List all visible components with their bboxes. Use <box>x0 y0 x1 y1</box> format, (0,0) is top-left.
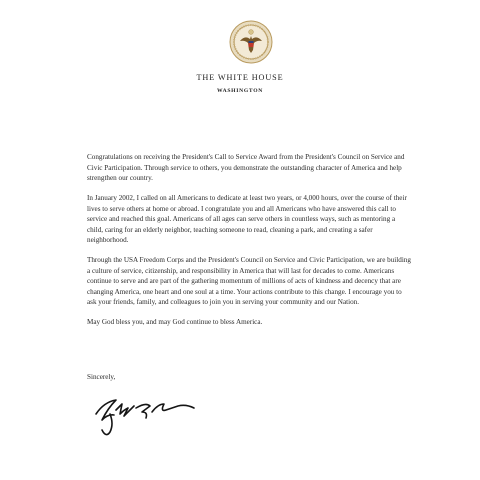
letter-closing: Sincerely, <box>87 373 116 381</box>
letterhead-city: WASHINGTON <box>216 88 264 94</box>
letter-paragraph: Congratulations on receiving the President's Call to Service Award from the President's Council on Service and Civic Participation. Through service to others, you demonstrate the outstanding character of America and help strengthen our country. <box>87 153 405 182</box>
handwritten-signature <box>94 390 214 440</box>
letter-body <box>87 152 412 337</box>
presidential-seal-icon <box>229 20 273 64</box>
letterhead-title: THE WHITE HOUSE <box>196 73 284 82</box>
letter-paragraph: In January 2002, I called on all Americans to dedicate at least two years, or 4,000 hours, over the course of their lives to serve others at home or abroad. I congratulate you and all Americans who have answered this call to service and reached this goal. Americans of all ages can serve others in countless ways, such as mentoring a child, caring for an elderly neighbor, teaching someone to read, cleaning a park, and creating a safer neighborhood. <box>87 194 407 244</box>
letter-paragraph: May God bless you, and may God continue to bless America. <box>87 318 263 326</box>
letter-paragraph: Through the USA Freedom Corps and the President's Council on Service and Civic Participation, we are building a culture of service, citizenship, and responsibility in America that will last for decades to come. Americans continue to serve and are part of the gathering momentum of millions of acts of kindness and decency that are changing America, one heart and one soul at a time. Your actions contribute to this change. I encourage you to ask your friends, family, and colleagues to join you in serving your community and our Nation. <box>87 256 411 306</box>
